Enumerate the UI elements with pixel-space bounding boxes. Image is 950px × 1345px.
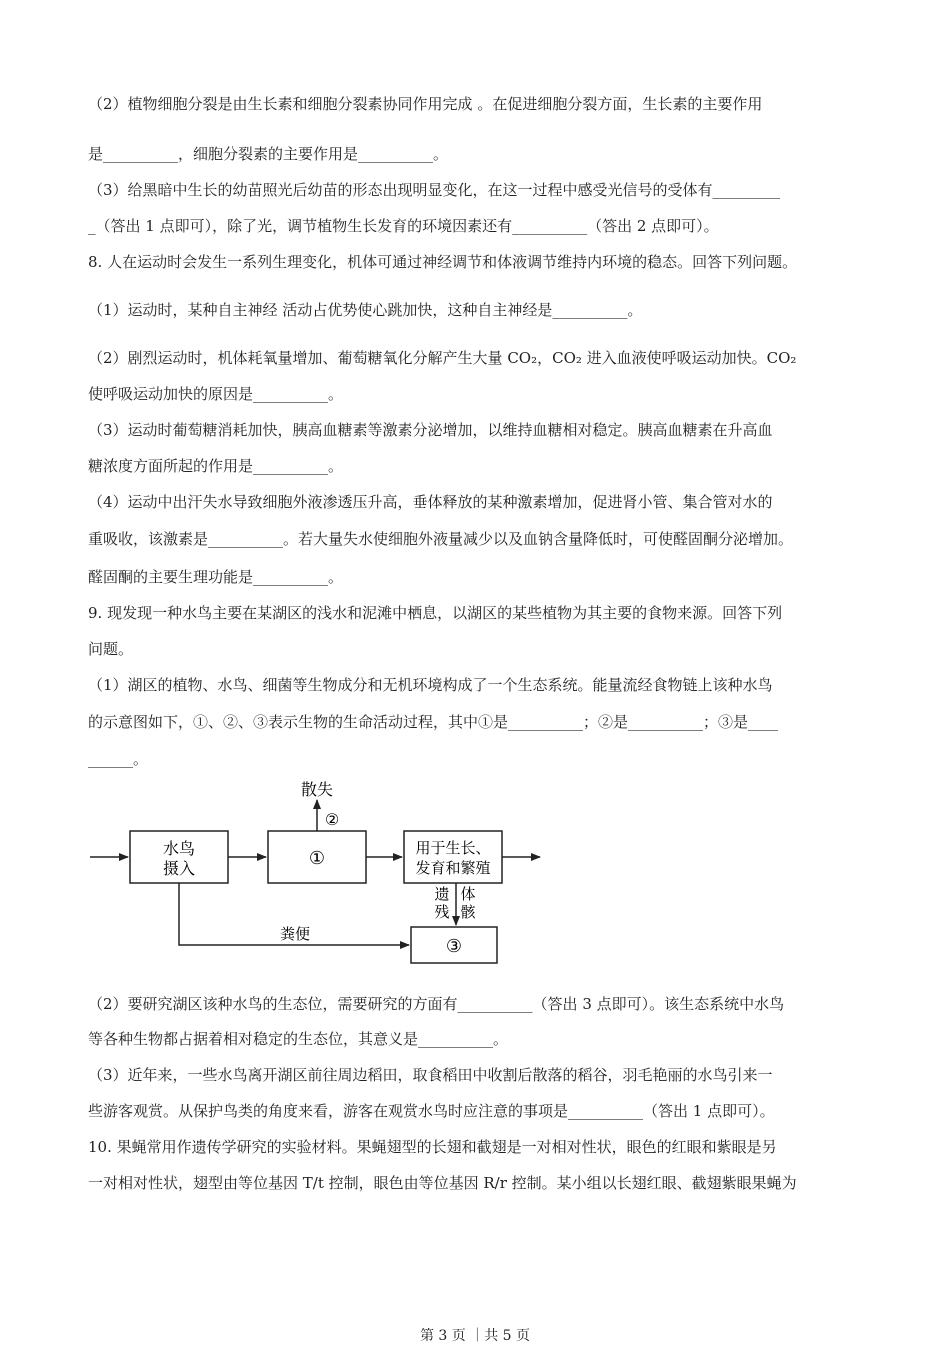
line-q7-2b: 是__________，细胞分裂素的主要作用是__________。	[88, 145, 449, 163]
line-q9-3a: （3）近年来，一些水鸟离开湖区前往周边稻田，取食稻田中收割后散落的稻谷，羽毛艳丽的水鸟引来一	[88, 1066, 773, 1084]
line-q8-3a: （3）运动时葡萄糖消耗加快，胰高血糖素等激素分泌增加，以维持血糖相对稳定。胰高血糖素在升高血	[88, 421, 773, 439]
line-q9-1b: 的示意图如下，①、②、③表示生物的生命活动过程，其中①是__________；②是__________；③是____	[88, 713, 779, 731]
box-intake-line2: 摄入	[162, 859, 196, 878]
line-q7-3b: _（答出 1 点即可），除了光，调节植物生长发育的环境因素还有__________（答出 2 点即可）。	[88, 217, 719, 235]
box-1-label: ①	[308, 848, 326, 869]
box-3-label: ③	[445, 936, 463, 957]
label-remains-1: 遗	[434, 885, 450, 903]
line-q9-2a: （2）要研究湖区该种水鸟的生态位，需要研究的方面有__________（答出 3 点即可）。该生态系统中水鸟	[88, 995, 785, 1013]
line-q8-2b: 使呼吸运动加快的原因是__________。	[88, 385, 344, 403]
line-q8-4b: 重吸收，该激素是__________。若大量失水使细胞外液量减少以及血钠含量降低时，可使醛固酮分泌增加。	[88, 530, 794, 548]
energy-flow-diagram	[80, 775, 550, 975]
line-q8-stem: 8. 人在运动时会发生一系列生理变化，机体可通过神经调节和体液调节维持内环境的稳态。回答下列问题。	[88, 253, 798, 271]
label-body-1: 体	[460, 885, 476, 903]
line-q8-2a: （2）剧烈运动时，机体耗氧量增加、葡萄糖氧化分解产生大量 CO₂，CO₂ 进入血液使呼吸运动加快。CO₂	[88, 349, 797, 367]
label-feces: 粪便	[279, 925, 311, 943]
line-q9-stem-b: 问题。	[88, 640, 134, 658]
line-q7-2a: （2）植物细胞分裂是由生长素和细胞分裂素协同作用完成 。在促进细胞分裂方面，生长素的主要作用	[88, 95, 763, 113]
label-loss: 散失	[300, 780, 334, 799]
line-q9-3b: 些游客观赏。从保护鸟类的角度来看，游客在观赏水鸟时应注意的事项是__________（答出 1 点即可）。	[88, 1102, 775, 1120]
label-remains-2: 残	[434, 903, 450, 921]
label-body-2: 骸	[460, 903, 476, 921]
line-q9-2b: 等各种生物都占据着相对稳定的生态位，其意义是__________。	[88, 1030, 509, 1048]
box-growth-line1: 用于生长、	[415, 839, 491, 857]
line-q10-a: 10. 果蝇常用作遗传学研究的实验材料。果蝇翅型的长翅和截翅是一对相对性状，眼色的红眼和紫眼是另	[88, 1138, 777, 1156]
line-q8-1: （1）运动时，某种自主神经 活动占优势使心跳加快，这种自主神经是__________。	[88, 301, 643, 319]
box-growth-line2: 发育和繁殖	[415, 859, 491, 877]
line-q8-4c: 醛固酮的主要生理功能是__________。	[88, 568, 344, 586]
box-intake-line1: 水鸟	[162, 839, 196, 858]
line-q9-stem-a: 9. 现发现一种水鸟主要在某湖区的浅水和泥滩中栖息，以湖区的某些植物为其主要的食物来源。回答下列	[88, 604, 783, 622]
line-q9-1a: （1）湖区的植物、水鸟、细菌等生物成分和无机环境构成了一个生态系统。能量流经食物链上该种水鸟	[88, 676, 773, 694]
line-q8-4a: （4）运动中出汗失水导致细胞外液渗透压升高，垂体释放的某种激素增加，促进肾小管、集合管对水的	[88, 493, 773, 511]
line-q7-3a: （3）给黑暗中生长的幼苗照光后幼苗的形态出现明显变化，在这一过程中感受光信号的受体有_________	[88, 181, 781, 199]
line-q10-b: 一对相对性状，翅型由等位基因 T/t 控制，眼色由等位基因 R/r 控制。某小组以长翅红眼、截翅紫眼果蝇为	[88, 1174, 797, 1192]
line-q9-1c: ______。	[88, 750, 149, 768]
label-2: ②	[324, 810, 340, 829]
page-footer: 第 3 页 ｜共 5 页	[419, 1328, 531, 1344]
line-q8-3b: 糖浓度方面所起的作用是__________。	[88, 457, 344, 475]
